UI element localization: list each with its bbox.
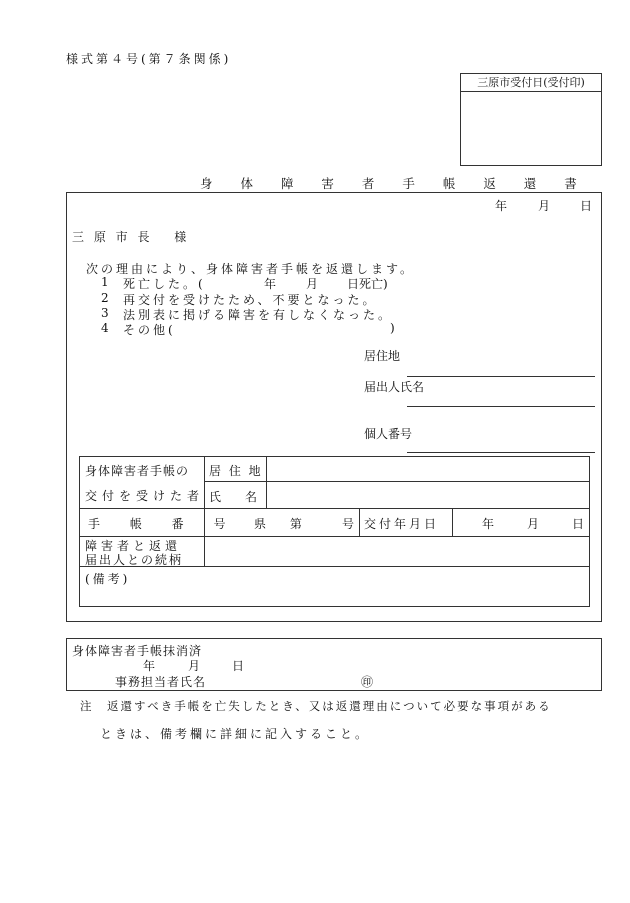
applicant-name-label: 届出人氏名 xyxy=(364,380,425,394)
form-number: 様式第４号(第７条関係) xyxy=(66,52,232,66)
prefecture-number-label: 県 第 xyxy=(254,517,312,531)
table-name-label: 氏 名 xyxy=(209,490,258,504)
row-divider-holder xyxy=(80,508,589,509)
intro-text: 次の理由により、身体障害者手帳を返還します。 xyxy=(86,262,416,276)
addressee: 三 原 市 長 様 xyxy=(72,230,190,244)
applicant-address-line[interactable] xyxy=(407,376,595,377)
number-suffix: 号 xyxy=(342,517,355,531)
reason-1-number: 1 xyxy=(101,275,109,289)
relation-label-1: 障害者と返還 xyxy=(85,539,182,553)
table-address-label: 居 住 地 xyxy=(209,464,263,478)
office-year: 年 xyxy=(143,659,156,673)
reason-1-text: 死亡した。( xyxy=(123,277,206,291)
office-day: 日 xyxy=(232,659,245,673)
issue-date-label: 交付年月日 xyxy=(364,517,440,531)
applicant-id-line[interactable] xyxy=(407,452,595,453)
receipt-box-label: 三原市受付日(受付印) xyxy=(461,74,601,92)
reason-3-number: 3 xyxy=(101,306,109,320)
date-day: 日 xyxy=(580,199,593,213)
applicant-address-label: 居住地 xyxy=(364,349,401,363)
office-month: 月 xyxy=(188,659,201,673)
col-divider-label xyxy=(204,457,205,566)
reason-4-number: 4 xyxy=(101,321,109,335)
relation-label-2: 届出人との続柄 xyxy=(85,553,184,567)
staff-name-label: 事務担当者氏名 xyxy=(115,675,207,689)
reason-1-day-death: 日死亡) xyxy=(347,277,388,291)
row-divider-address xyxy=(205,481,589,482)
issue-month: 月 xyxy=(527,517,540,531)
cancel-label: 身体障害者手帳抹消済 xyxy=(72,644,203,658)
col-divider-issue xyxy=(452,509,453,536)
page-title: 身 体 障 害 者 手 帳 返 還 書 xyxy=(200,176,589,191)
applicant-id-label: 個人番号 xyxy=(364,427,413,441)
issue-day: 日 xyxy=(572,517,585,531)
receipt-stamp-box xyxy=(460,73,602,166)
reason-4-close: ) xyxy=(390,321,395,335)
date-year: 年 xyxy=(495,199,508,213)
holder-label-1: 身体障害者手帳の xyxy=(85,464,190,478)
holder-label-2: 交付を受けた者 xyxy=(85,489,205,503)
col-divider-field xyxy=(266,457,267,508)
seal-mark: ㊞ xyxy=(361,675,374,689)
remarks-label: (備考) xyxy=(85,572,131,586)
issue-year: 年 xyxy=(482,517,495,531)
handbook-number-label: 手 帳 番 号 xyxy=(88,517,239,531)
note-line-2: ときは、備考欄に詳細に記入すること。 xyxy=(100,727,371,741)
col-divider-number xyxy=(359,509,360,536)
reason-1-year: 年 xyxy=(264,277,277,291)
date-month: 月 xyxy=(538,199,551,213)
reason-1-month: 月 xyxy=(306,277,319,291)
reason-2-number: 2 xyxy=(101,291,109,305)
note-line-1: 注 返還すべき手帳を亡失したとき、又は返還理由について必要な事項がある xyxy=(80,699,552,713)
reason-2-text: 再交付を受けたため、不要となった。 xyxy=(123,293,378,307)
reason-4-text: その他( xyxy=(123,323,176,337)
reason-3-text: 法別表に掲げる障害を有しなくなった。 xyxy=(123,308,394,322)
applicant-name-line[interactable] xyxy=(407,406,595,407)
